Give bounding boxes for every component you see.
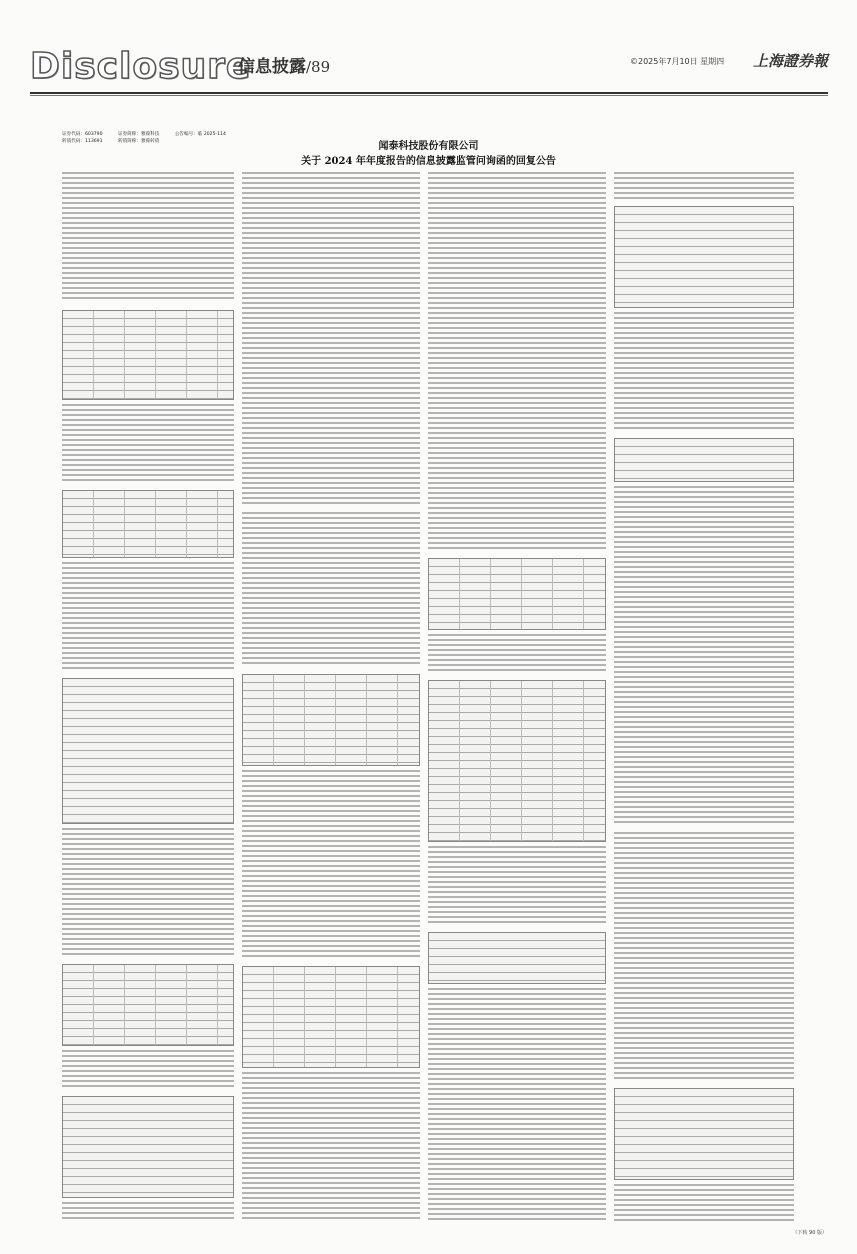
- section-brand: Disclosure: [30, 46, 252, 87]
- body-text: [614, 486, 794, 826]
- body-text: [614, 172, 794, 200]
- masthead: [30, 40, 828, 90]
- data-table: [62, 964, 234, 1046]
- data-table: [428, 680, 606, 842]
- data-table: [62, 678, 234, 824]
- data-table: [428, 558, 606, 630]
- data-table: [428, 932, 606, 984]
- publication-date: ©2025年7月10日 星期四: [630, 57, 725, 66]
- body-text: [62, 562, 234, 672]
- company-name: 闻泰科技股份有限公司: [378, 141, 479, 152]
- masthead-rule: [30, 92, 828, 94]
- body-text: [242, 172, 420, 507]
- section-name: 信息披露: [238, 57, 306, 77]
- notice-title: 关于 2024 年年度报告的信息披露监管问询函的回复公告: [301, 156, 556, 167]
- body-text: [62, 404, 234, 484]
- body-text: [62, 172, 234, 302]
- body-text: [614, 832, 794, 1082]
- page-number: /89: [306, 58, 331, 76]
- data-table: [614, 438, 794, 482]
- continued-note: （下转 90 版）: [792, 1230, 827, 1236]
- data-table: [242, 966, 420, 1068]
- bond-code: 转债代码：113691: [62, 139, 103, 144]
- text-column-2: [242, 172, 420, 1222]
- body-text: [428, 988, 606, 1222]
- text-column-3: [428, 172, 606, 1222]
- data-table: [62, 310, 234, 400]
- text-column-4: [614, 172, 794, 1222]
- body-text: [428, 846, 606, 926]
- body-text: [428, 172, 606, 552]
- body-text: [62, 1202, 234, 1222]
- section-title: [238, 52, 330, 77]
- masthead-rule-thin: [30, 95, 828, 96]
- stock-code: 证券代码：603790: [62, 132, 103, 137]
- data-table: [614, 206, 794, 308]
- body-text: [242, 770, 420, 960]
- body-text: [62, 828, 234, 958]
- data-table: [614, 1088, 794, 1180]
- body-text: [242, 512, 420, 667]
- data-table: [62, 490, 234, 558]
- bond-short-name: 转债简称：雅葆转债: [117, 139, 160, 144]
- newspaper-name: 上海證券報: [752, 52, 828, 70]
- body-text: [242, 1072, 420, 1222]
- notice-number: 公告编号：临 2025-114: [174, 132, 226, 137]
- body-text: [62, 1050, 234, 1090]
- data-table: [242, 674, 420, 766]
- stock-short-name: 证券简称：雅葆科技: [117, 132, 160, 137]
- text-column-1: [62, 172, 234, 1222]
- body-text: [428, 634, 606, 674]
- body-text: [614, 1184, 794, 1222]
- data-table: [62, 1096, 234, 1198]
- body-text: [614, 312, 794, 432]
